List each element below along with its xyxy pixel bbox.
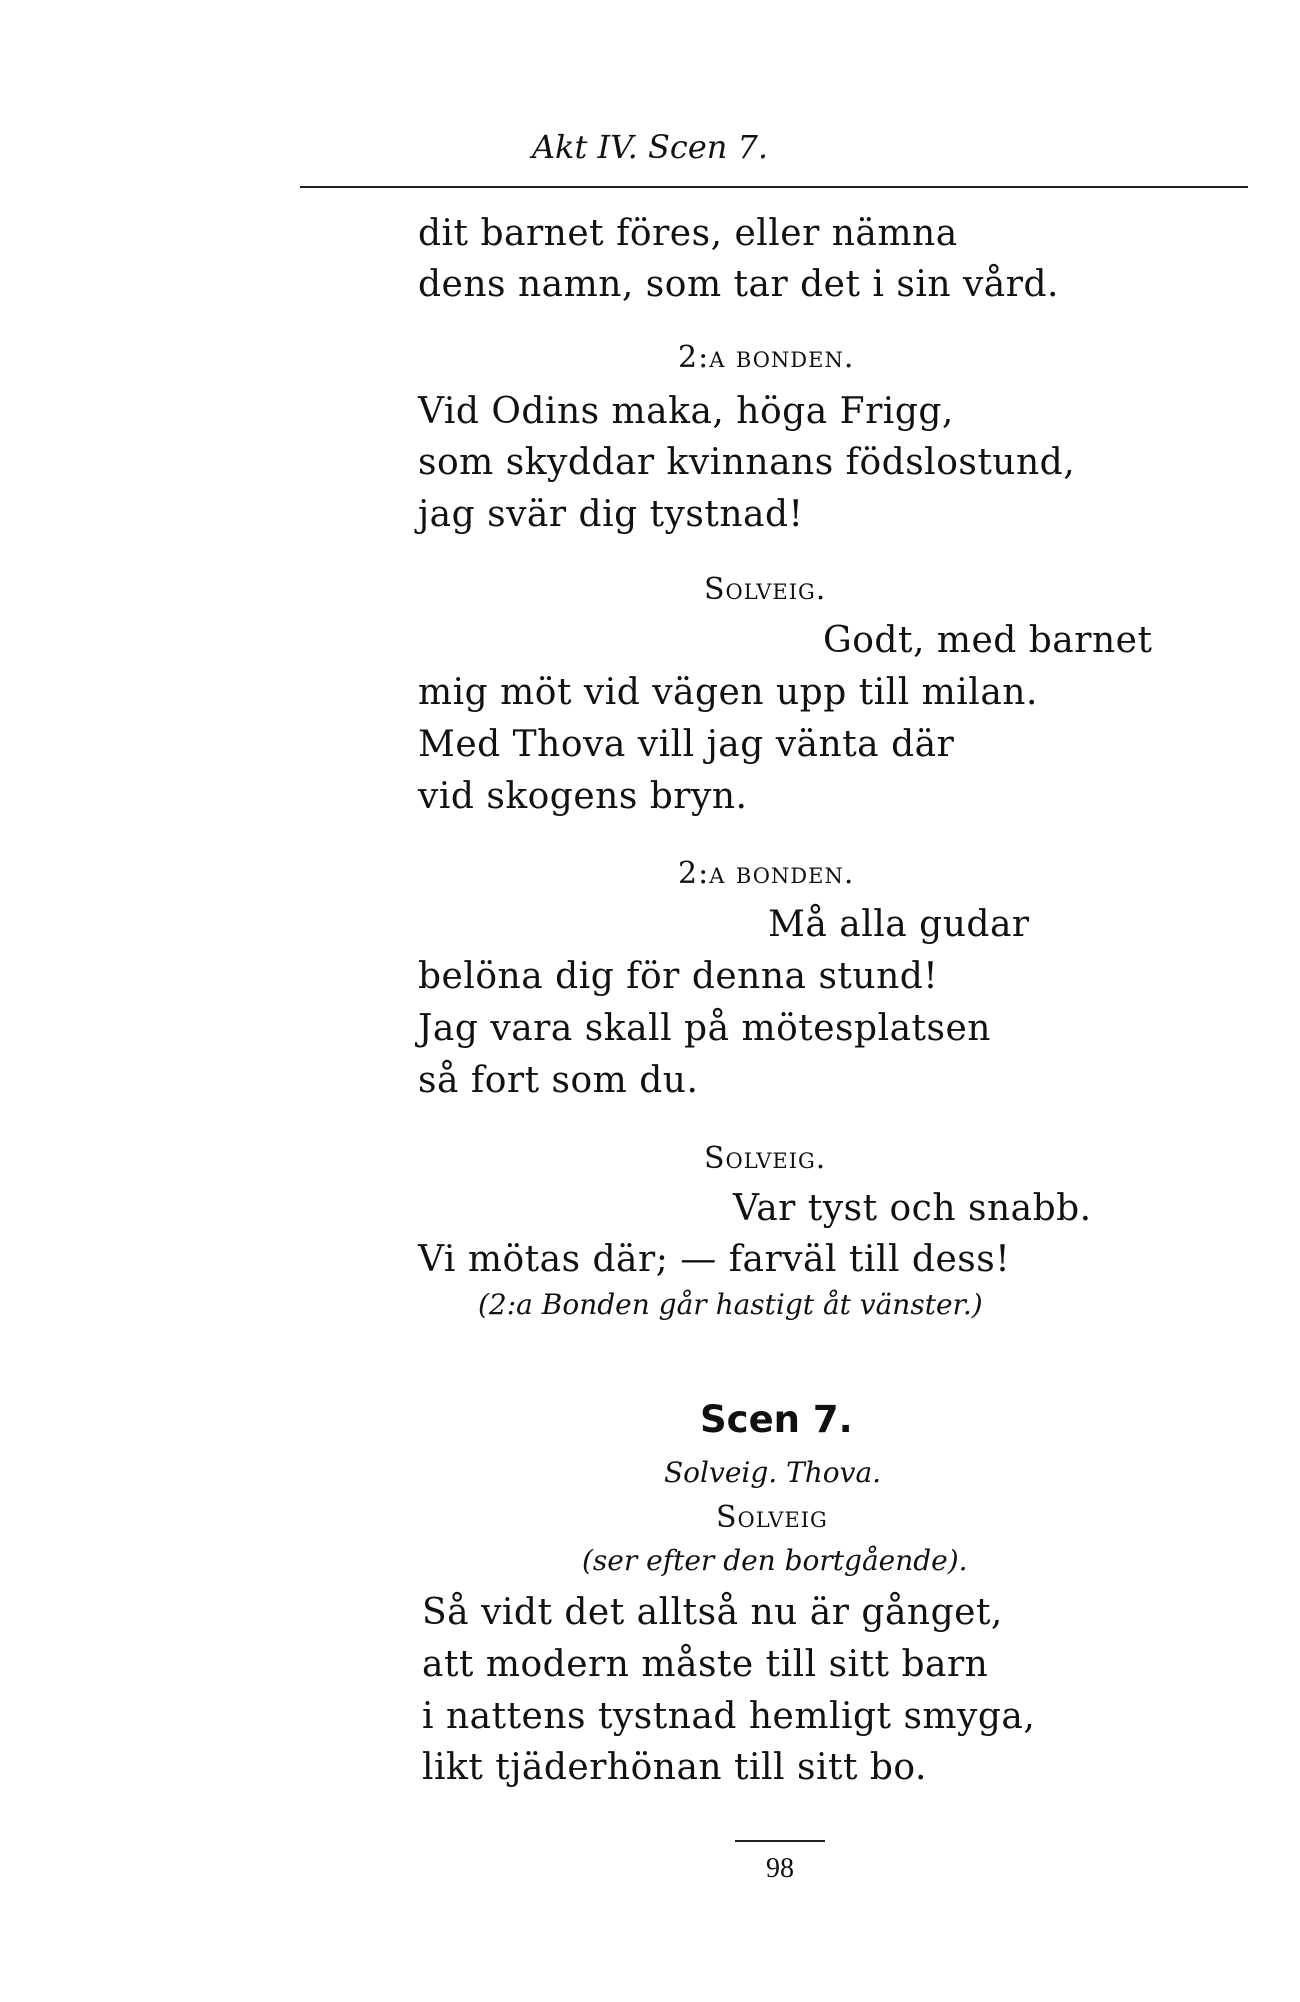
verse-line: Jag vara skall på mötesplatsen: [418, 1008, 991, 1049]
verse-line: dens namn, som tar det i sin vård.: [418, 264, 1059, 305]
scene-title: Scen 7.: [700, 1398, 853, 1441]
verse-line: så fort som du.: [418, 1060, 699, 1101]
speaker-name: Solveig.: [704, 1141, 827, 1176]
verse-line: mig möt vid vägen upp till milan.: [418, 672, 1038, 713]
running-head: Akt IV. Scen 7.: [531, 128, 769, 166]
verse-line: Vid Odins maka, höga Frigg,: [418, 391, 954, 432]
verse-line: Så vidt det alltså nu är gånget,: [422, 1592, 1003, 1633]
dramatis-personae: Solveig. Thova.: [664, 1456, 882, 1489]
header-rule: [300, 186, 1248, 188]
page-number: 98: [766, 1853, 794, 1884]
verse-line: som skyddar kvinnans födslostund,: [418, 442, 1076, 483]
speaker-name: 2:a bonden.: [678, 340, 855, 375]
stage-direction: (2:a Bonden går hastigt åt vänster.): [478, 1288, 983, 1321]
verse-line: Må alla gudar: [768, 904, 1030, 945]
verse-line: vid skogens bryn.: [418, 776, 748, 817]
verse-line: Vi mötas där; — farväl till dess!: [418, 1239, 1011, 1280]
speaker-name: Solveig: [716, 1500, 828, 1535]
verse-line: jag svär dig tystnad!: [418, 494, 804, 535]
verse-line: Med Thova vill jag vänta där: [418, 724, 955, 765]
verse-line: Var tyst och snabb.: [733, 1188, 1092, 1229]
speaker-name: 2:a bonden.: [678, 856, 855, 891]
footer-rule: [735, 1840, 825, 1842]
verse-line: dit barnet föres, eller nämna: [418, 213, 958, 254]
verse-line: Godt, med barnet: [823, 620, 1153, 661]
verse-line: i nattens tystnad hemligt smyga,: [422, 1696, 1036, 1737]
verse-line: att modern måste till sitt barn: [422, 1644, 989, 1685]
verse-line: likt tjäderhönan till sitt bo.: [422, 1747, 927, 1788]
stage-direction: (ser efter den bortgående).: [582, 1544, 968, 1577]
verse-line: belöna dig för denna stund!: [418, 956, 939, 997]
speaker-name: Solveig.: [704, 572, 827, 607]
